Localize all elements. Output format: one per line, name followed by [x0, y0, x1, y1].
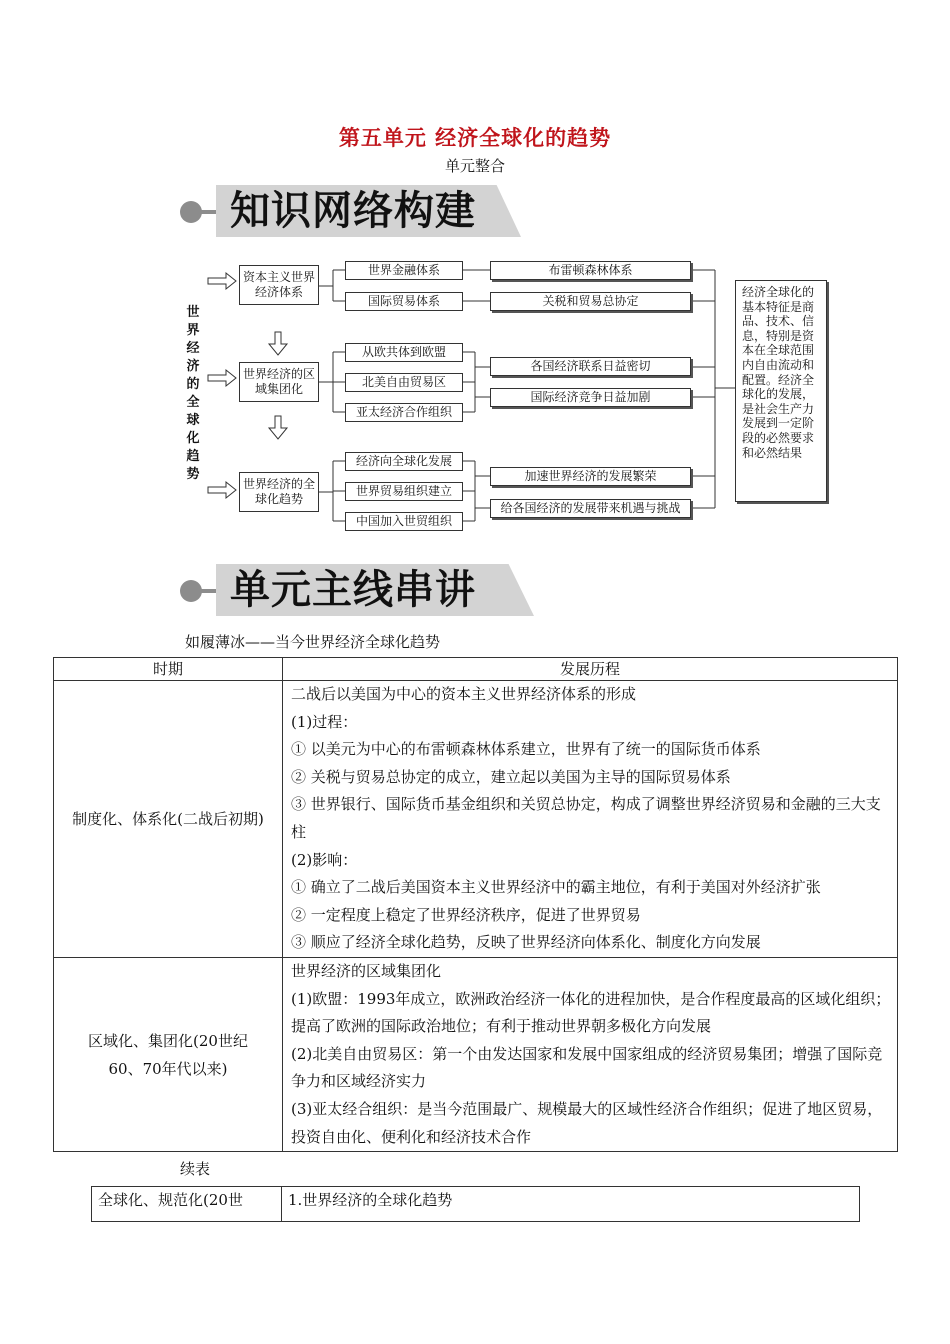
content-line: (2)北美自由贸易区：第一个由发达国家和发展中国家组成的经济贸易集团；增强了国际竞争力和区域经济实力 — [291, 1044, 883, 1091]
node-wto-established: 世界贸易组织建立 — [345, 482, 463, 501]
continued-label: 续表 — [180, 1160, 211, 1178]
page-subtitle: 单元整合 — [444, 157, 505, 175]
node-prosperity: 加速世界经济的发展繁荣 — [490, 467, 691, 486]
page-title: 第五单元 经济全球化的趋势 — [338, 126, 612, 150]
content-line: ② 关税与贸易总协定的成立，建立起以美国为主导的国际贸易体系 — [291, 767, 731, 786]
content-cell: 1.世界经济的全球化趋势 — [282, 1187, 860, 1222]
diagram-side-label: 世界经济的全球化趋势 — [186, 305, 200, 482]
content-line: ③ 顺应了经济全球化趋势，反映了世界经济向体系化、制度化方向发展 — [291, 933, 761, 952]
header-history: 发展历程 — [283, 658, 898, 681]
table-row — [54, 681, 898, 958]
node-trade-system: 国际贸易体系 — [345, 292, 463, 311]
content-line: (1)过程： — [291, 712, 358, 731]
period-cell: 区域化、集团化(20世纪60、70年代以来) — [54, 957, 283, 1151]
period-cell: 制度化、体系化(二战后初期) — [54, 681, 283, 958]
content-line: ① 以美元为中心的布雷顿森林体系建立，世界有了统一的国际货币体系 — [291, 740, 761, 759]
header-period: 时期 — [54, 658, 283, 681]
node-capitalist-economy: 资本主义世界经济体系 — [239, 265, 319, 305]
continued-table — [91, 1186, 860, 1222]
node-china-joins-wto: 中国加入世贸组织 — [345, 512, 463, 531]
node-ec-to-eu: 从欧共体到欧盟 — [345, 343, 463, 362]
development-table — [53, 657, 898, 1152]
content-line: (2)影响： — [291, 850, 358, 869]
node-financial-system: 世界金融体系 — [345, 261, 463, 280]
node-globalization-trend: 世界经济的全球化趋势 — [239, 472, 319, 512]
node-regional-integration: 世界经济的区域集团化 — [239, 362, 319, 402]
period-cell: 全球化、规范化(20世 — [92, 1187, 282, 1222]
content-line: 二战后以美国为中心的资本主义世界经济体系的形成 — [291, 685, 637, 703]
node-nafta: 北美自由贸易区 — [345, 373, 463, 392]
arrow-right-icon — [208, 273, 236, 498]
content-line: (1)欧盟：1993年成立，欧洲政治经济一体化的进程加快，是合作程度最高的区域化组织；提高了欧洲的国际政治地位；有利于推动世界朝多极化方向发展 — [291, 989, 891, 1036]
node-apec: 亚太经济合作组织 — [345, 403, 463, 422]
content-line: (3)亚太经合组织：是当今范围最广、规模最大的区域性经济合作组织；促进了地区贸易，投资自由化、便利化和经济技术合作 — [291, 1099, 883, 1146]
summary-box: 经济全球化的基本特征是商品、技术、信息，特别是资本在全球范围内自由流动和配置。经济全球化的发展，是社会生产力发展到一定阶段的必然要求和必然结果 — [735, 280, 827, 502]
bullet-icon — [180, 580, 202, 602]
node-bretton-woods: 布雷顿森林体系 — [490, 261, 691, 280]
content-line: 世界经济的区域集团化 — [291, 961, 442, 980]
section-banner-mainline — [180, 562, 540, 618]
node-competition: 国际经济竞争日益加剧 — [490, 388, 691, 407]
content-cell — [283, 681, 898, 958]
content-cell — [283, 957, 898, 1151]
table-row — [54, 957, 898, 1151]
node-opportunities: 给各国经济的发展带来机遇与挑战 — [490, 499, 691, 518]
table-caption: 如履薄冰——当今世界经济全球化趋势 — [185, 633, 441, 651]
content-line: ① 确立了二战后美国资本主义世界经济中的霸主地位，有利于美国对外经济扩张 — [291, 878, 821, 897]
table-row — [92, 1187, 860, 1222]
node-gatt: 关税和贸易总协定 — [490, 292, 691, 311]
node-economy-globalizing: 经济向全球化发展 — [345, 452, 463, 471]
table-header-row — [54, 658, 898, 681]
banner-title: 单元主线串讲 — [230, 567, 476, 613]
banner-title: 知识网络构建 — [230, 188, 476, 234]
content-line: ③ 世界银行、国际货币基金组织和关贸总协定，构成了调整世界经济贸易和金融的三大支柱 — [291, 795, 881, 841]
content-line: ② 一定程度上稳定了世界经济秩序，促进了世界贸易 — [291, 905, 641, 924]
node-economic-ties: 各国经济联系日益密切 — [490, 357, 691, 376]
